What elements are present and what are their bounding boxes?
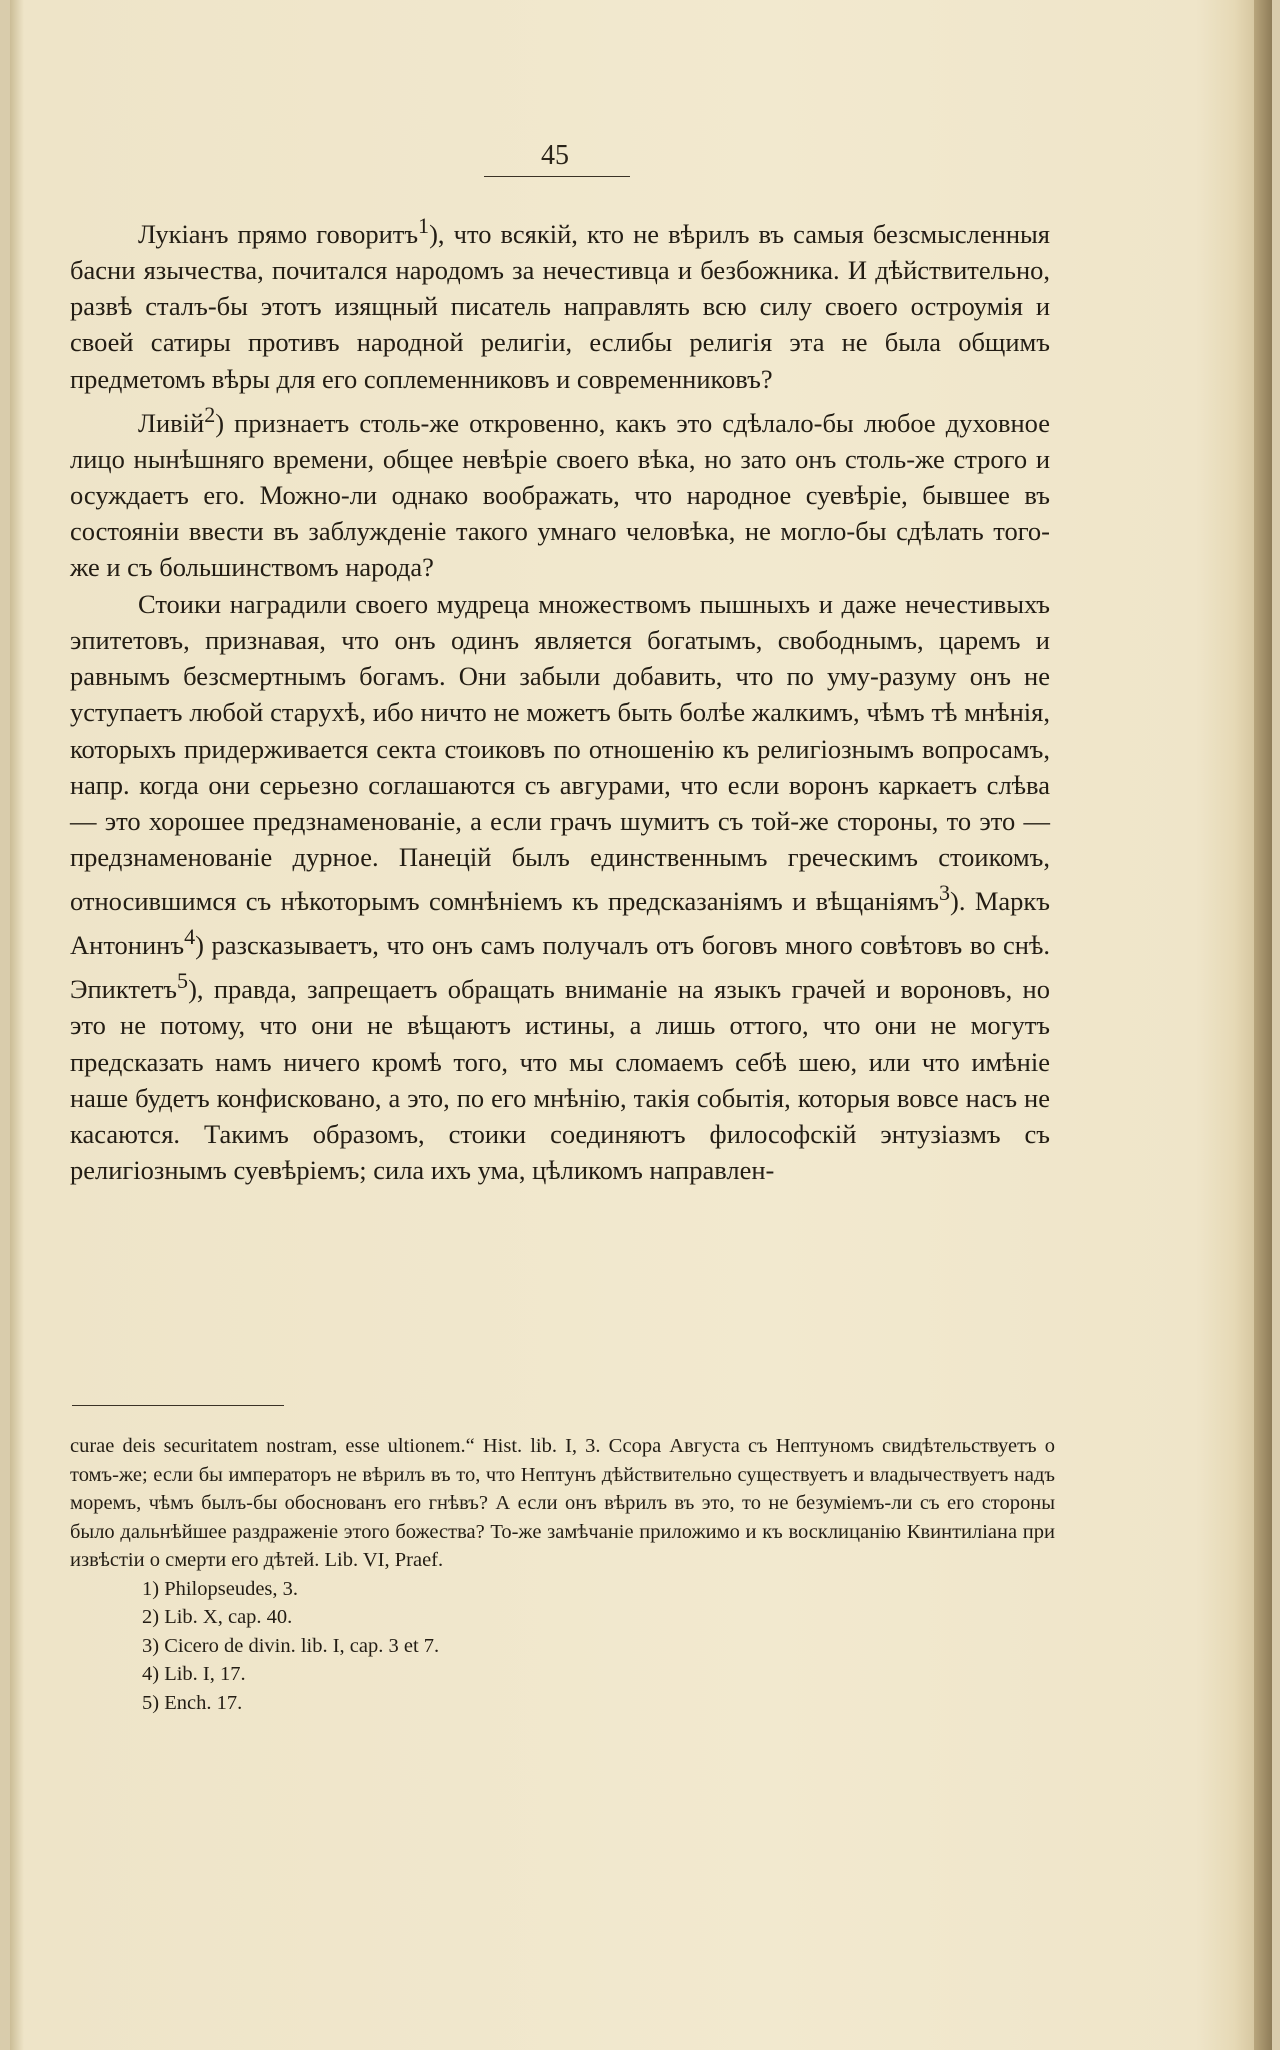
main-text xyxy=(70,208,1050,1188)
page-edge xyxy=(1254,0,1272,2050)
page-number: 45 xyxy=(541,140,569,171)
footnote-1: 1) Philopseudes, 3. xyxy=(142,1577,299,1600)
footnote-3: 3) Cicero de divin. lib. I, cap. 3 et 7. xyxy=(142,1634,440,1657)
page-number-rule xyxy=(484,176,630,177)
footnote-5: 5) Ench. 17. xyxy=(142,1691,243,1714)
footnote-2: 2) Lib. X, cap. 40. xyxy=(142,1606,293,1628)
paragraph-lucian: Лукіанъ прямо говоритъ$^1$), что всякій, кто не вѣрилъ въ самыя безсмысленныя басни язычества, почитался народомъ за нечестивца и безбожника. И дѣйствительно, развѣ сталъ-бы этотъ изящный писатель направлять всю силу своего остроумія и своей сатиры противъ народной религіи, еслибы религія эта не была общимъ предметомъ вѣры для его соплеменниковъ и современниковъ? xyxy=(70,213,1050,394)
footnote-separator xyxy=(72,1405,284,1406)
footnote-list xyxy=(70,1575,1055,1718)
paragraph-livy: Ливій$^2$) признаетъ столь-же откровенно, какъ это сдѣлало-бы любое духовное лицо нынѣшняго времени, общее невѣріе своего вѣка, но зато онъ столь-же строго и осуждаетъ его. Можно-ли однако воображать, что народное суевѣріе, бывшее въ состояніи ввести въ заблужденіе такого умнаго человѣка, не могло-бы сдѣлать того-же и съ большинствомъ народа? xyxy=(70,401,1050,583)
book-page xyxy=(10,0,1272,2050)
footnotes xyxy=(70,1432,1055,1717)
paragraph-stoics: Стоики наградили своего мудреца множествомъ пышныхъ и даже нечестивыхъ эпитетовъ, признавая, что онъ одинъ является богатымъ, свободнымъ, царемъ и равнымъ безсмертнымъ богамъ. Они забыли добавить, что по уму-разуму онъ не уступаетъ любой старухѣ, ибо ничто не можетъ быть болѣе жалкимъ, чѣмъ тѣ мнѣнія, которыхъ придерживается секта стоиковъ по отношенію къ религіознымъ вопросамъ, напр. когда они серьезно соглашаются съ авгурами, что если воронъ каркаетъ слѣва — это хорошее предзнаменованіе, а если грачъ шумитъ съ той-же стороны, то это — предзнаменованіе дурное. Панецій былъ единственнымъ греческимъ стоикомъ, относившимся съ нѣкоторымъ сомнѣніемъ къ предсказаніямъ и вѣщаніямъ$^3$). Маркъ Антонинъ$^4$) разсказываетъ, что онъ самъ получалъ отъ боговъ много совѣтовъ во снѣ. Эпиктетъ$^5$), правда, запрещаетъ обращать вниманіе на языкъ грачей и вороновъ, но это не потому, что они не вѣщаютъ истины, а лишь оттого, что они не могутъ предсказать намъ ничего кромѣ того, что мы сломаемъ себѣ шею, или что имѣніе наше будетъ конфисковано, а это, по его мнѣнію, такія событія, которыя вовсе насъ не касаются. Такимъ образомъ, стоики соединяютъ философскій энтузіазмъ съ религіознымъ суевѣріемъ; сила ихъ ума, цѣликомъ направлен- xyxy=(70,588,1050,1186)
footnote-continuation: curae deis securitatem nostram, esse ultionem.“ Hist. lib. I, 3. Ссора Августа съ Нептуномъ свидѣтельствуетъ о томъ-же; если бы императоръ не вѣрилъ въ то, что Нептунъ дѣйствительно существуетъ и владычествуетъ надъ моремъ, чѣмъ былъ-бы обоснованъ его гнѣвъ? А если онъ вѣрилъ въ это, то не безуміемъ-ли съ его стороны было дальнѣйшее раздраженіе этого божества? То-же замѣчаніе приложимо и къ восклицанію Квинтиліана при извѣстіи о смерти его дѣтей. Lib. VI, Praef. xyxy=(70,1435,1055,1571)
footnote-4: 4) Lib. I, 17. xyxy=(142,1663,246,1685)
